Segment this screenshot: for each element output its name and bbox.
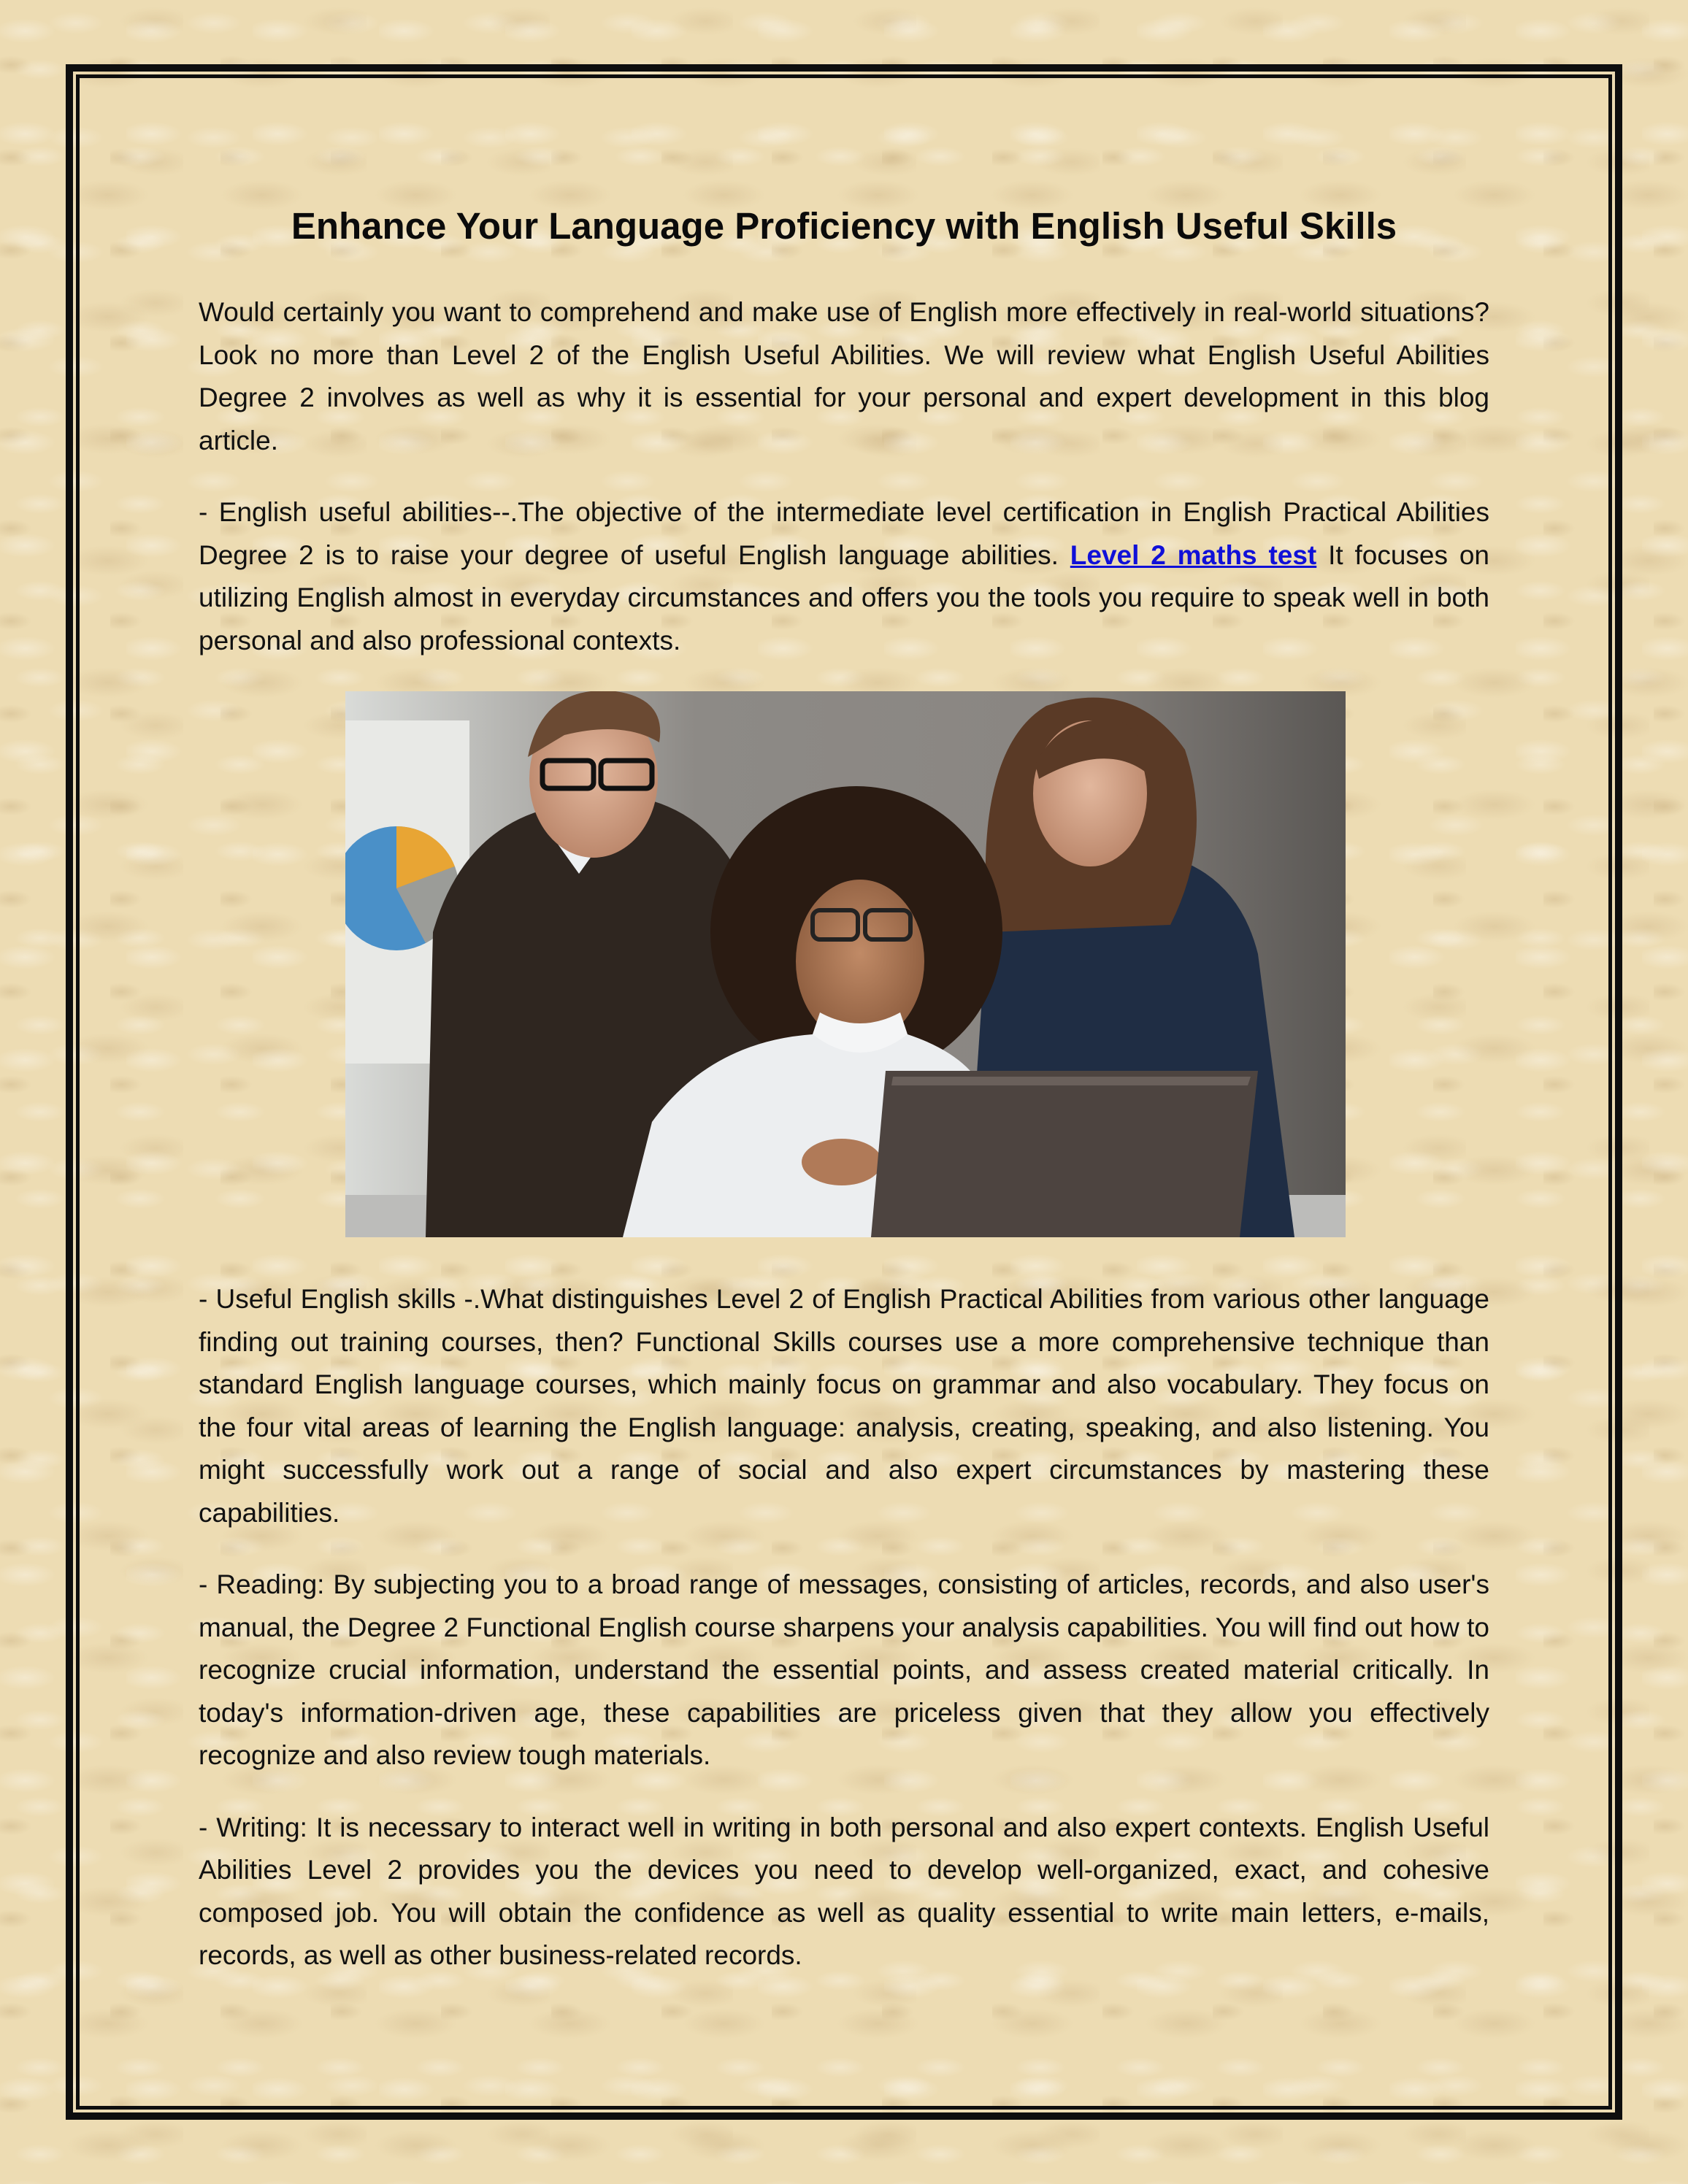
article [199, 193, 1489, 2007]
paragraph-text-after-link: It focuses on utilizing English almost in everyday circumstances and offers you the tools you require to speak well in both personal and also professional contexts. [199, 539, 1489, 655]
useful-abilities-paragraph [199, 491, 1489, 662]
paragraph-text-before-link: - English useful abilities--.The objective of the intermediate level certification in English Practical Abilities Degree 2 is to raise your degree of useful English language abilities. [199, 497, 1489, 570]
photo-illustration [345, 691, 1346, 1237]
level-2-maths-test-link[interactable]: Level 2 maths test [1070, 539, 1317, 570]
writing-paragraph: - Writing: It is necessary to interact well in writing in both personal and also expert contexts. English Useful Abilities Level 2 provides you the devices you need to develop well-organized, exact, and cohesive composed job. You will obtain the confidence as well as quality essential to write main letters, e-mails, records, as well as other business-related records. [199, 1812, 1489, 1970]
useful-english-skills-paragraph: - Useful English skills -.What distinguishes Level 2 of English Practical Abilities from various other language finding out training courses, then? Functional Skills courses use a more comprehensive technique than standard English language courses, which mainly focus on grammar and also vocabulary. They focus on the four vital areas of learning the English language: analysis, creating, speaking, and also listening. You might successfully work out a range of social and also expert circumstances by mastering these capabilities. [199, 1284, 1489, 1528]
reading-paragraph: - Reading: By subjecting you to a broad range of messages, consisting of articles, records, and also user's manual, the Degree 2 Functional English course sharpens your analysis capabilities. You will find out how to recognize crucial information, understand the essential points, and assess created material critically. In today's information-driven age, these capabilities are priceless given that they allow you effectively recognize and also review tough materials. [199, 1569, 1489, 1770]
page-title: Enhance Your Language Proficiency with English Useful Skills [291, 205, 1397, 247]
intro-paragraph: Would certainly you want to comprehend and make use of English more effectively in real-world situations? Look no more than Level 2 of the English Useful Abilities. We will review what English Useful Abilities Degree 2 involves as well as why it is essential for your personal and expert development in this blog article. [199, 297, 1489, 455]
students-laptop-photo [345, 691, 1346, 1237]
